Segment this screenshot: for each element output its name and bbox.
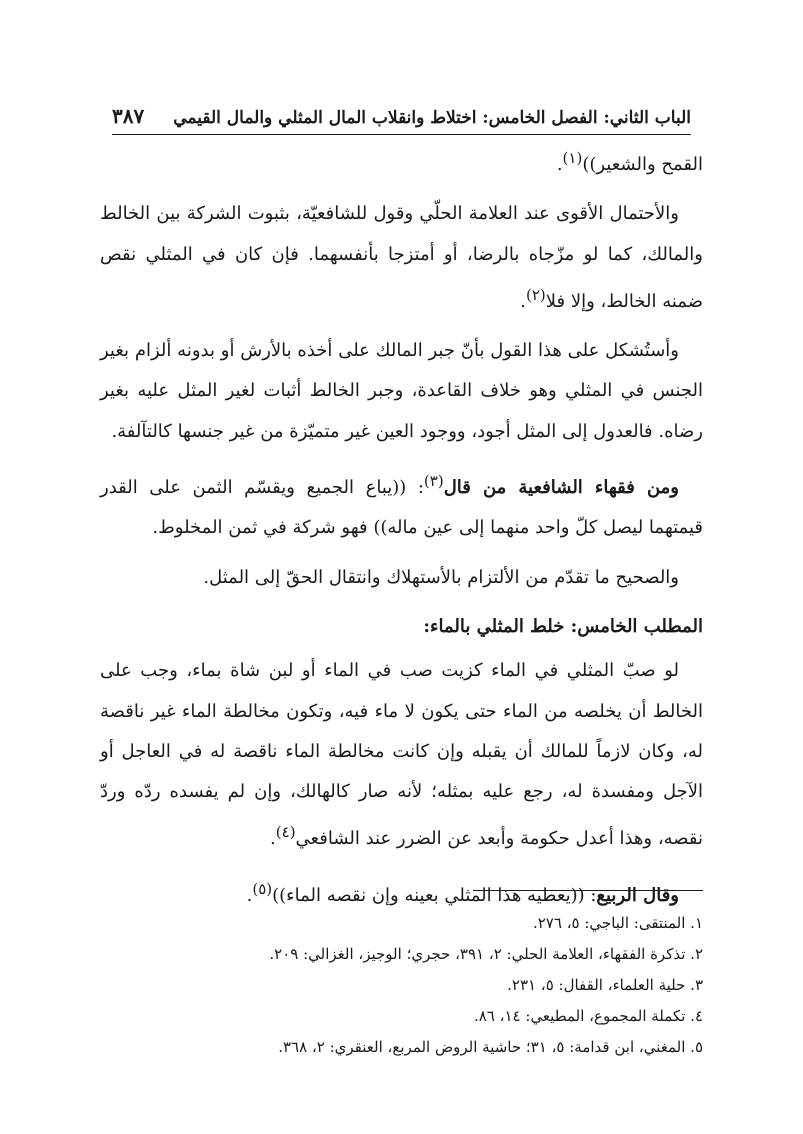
- footnote-ref-5: (٥): [252, 879, 273, 898]
- footnote-ref-4: (٤): [275, 823, 296, 842]
- paragraph-4-lead: ومن فقهاء الشافعية من قال: [443, 477, 679, 499]
- footnote-1: ١. المنتقى: الباجي: ٥، ٢٧٦.: [532, 914, 703, 932]
- footnotes: [100, 908, 703, 1063]
- running-header: [112, 84, 691, 135]
- paragraph-4: ومن فقهاء الشافعية من قال$^{(٣)}$: ((يباع الجميع ويقسّم الثمن على القدر قيمتهما ليصل كلّ واحد منهما إلى عين ماله)) فهو شركة في ثمن المخلوط.: [100, 472, 703, 539]
- footnote-ref-1: (١): [562, 149, 583, 167]
- footnote-separator: [473, 890, 703, 891]
- section-heading: المطلب الخامس: خلط المثلي بالماء:: [423, 615, 703, 637]
- paragraph-2: والأحتمال الأقوى عند العلامة الحلّي وقول للشافعيّة، بثبوت الشركة بين الخالط والمالك، كما لو مزّجاه بالرضا، أو أمتزجا بأنفسهما. فإن كان في المثلي نقص ضمنه الخالط، وإلا فلا$^{(٢)}$.: [100, 203, 703, 312]
- paragraph-1: القمح والشعير))$^{(١)}$.: [556, 149, 703, 175]
- main-text: [100, 138, 703, 925]
- paragraph-7-lead: وقال الربيع: [596, 884, 679, 906]
- footnote-4: ٤. تكملة المجموع، المطيعي: ١٤، ٨٦.: [473, 1007, 703, 1025]
- paragraph-6: لو صبّ المثلي في الماء كزيت صب في الماء أو لبن شاة بماء، وجب على الخالط أن يخلصه من الماء حتى يكون لا ماء فيه، وتكون مخالطة الماء غير ناقصة له، وكان لازماً للمالك أن يقبله وإن كانت مخالطة الماء ناقصة له في العاجل أو الآجل ومفسدة له، رجع عليه بمثله؛ لأنه صار كالهالك، وإن لم يفسده ردّه وردّ نقصه، وهذا أعدل حكومة وأبعد عن الضرر عند الشافعي$^{(٤)}$.: [100, 660, 703, 850]
- footnote-ref-3: (٣): [423, 472, 444, 491]
- footnote-ref-2: (٢): [526, 285, 546, 304]
- footnote-5: ٥. المغني، ابن قدامة: ٥، ٣١؛ حاشية الروض المربع، العنقري: ٢، ٣٦٨.: [278, 1038, 703, 1056]
- footnote-3: ٣. حلية العلماء، القفال: ٥، ٢٣١.: [507, 976, 703, 994]
- paragraph-3: وأستُشكل على هذا القول بأنّ جبر المالك على أخذه بالأرش أو بدونه ألزام بغير الجنس في المثلي وهو خلاف القاعدة، وجبر الخالط أثبات لغير المثل عليه بغير رضاه. فالعدول إلى المثل أجود، ووجود العين غير متميّزة من غير جنسها كالتآلفة.: [100, 340, 703, 442]
- page-number: ٣٨٧: [112, 104, 145, 128]
- paragraph-5: والصحيح ما تقدّم من الألتزام بالأستهلاك وانتقال الحقّ إلى المثل.: [203, 566, 679, 588]
- chapter-title: الباب الثاني: الفصل الخامس: اختلاط وانقلاب المال المثلي والمال القيمي: [173, 108, 691, 128]
- footnote-2: ٢. تذكرة الفقهاء، العلامة الحلي: ٢، ٣٩١، حجري؛ الوجيز، الغزالي: ٢٠٩.: [269, 945, 703, 963]
- paragraph-7: وقال الربيع: ((يعطيه هذا المثلي بعينه وإن نقصه الماء))$^{(٥)}$.: [246, 879, 679, 906]
